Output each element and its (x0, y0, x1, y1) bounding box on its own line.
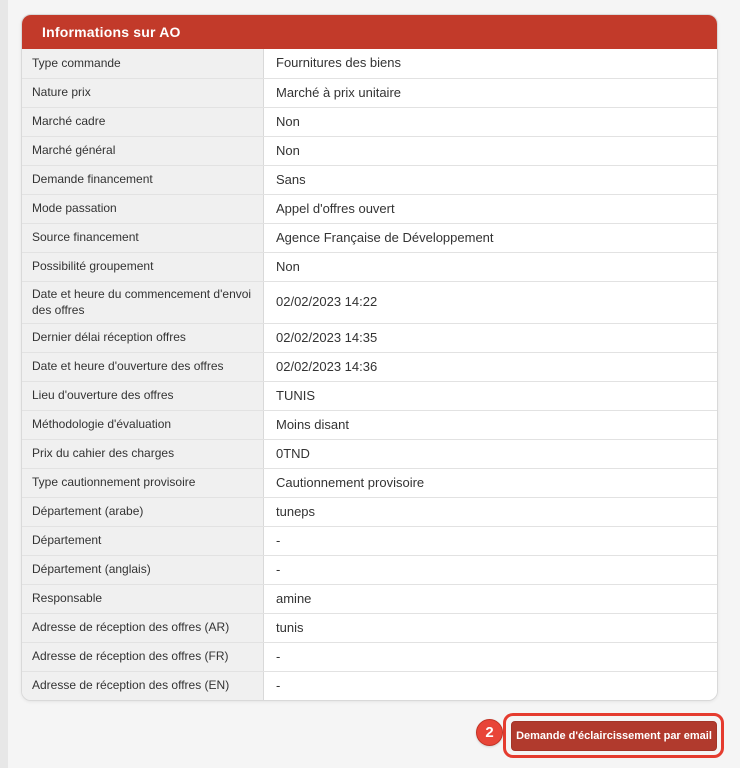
table-row (22, 352, 717, 381)
row-label: Type commande (22, 49, 264, 78)
row-value: Sans (264, 166, 717, 194)
row-label: Dernier délai réception offres (22, 324, 264, 352)
row-label: Type cautionnement provisoire (22, 469, 264, 497)
table-row (22, 642, 717, 671)
table-row (22, 223, 717, 252)
row-label: Adresse de réception des offres (FR) (22, 643, 264, 671)
table-row (22, 613, 717, 642)
row-value: Moins disant (264, 411, 717, 439)
row-label: Source financement (22, 224, 264, 252)
row-label: Responsable (22, 585, 264, 613)
ao-information-card (21, 14, 718, 701)
row-value: Marché à prix unitaire (264, 79, 717, 107)
row-label: Département (22, 527, 264, 555)
table-row (22, 468, 717, 497)
row-label: Marché cadre (22, 108, 264, 136)
row-value: Non (264, 253, 717, 281)
step-2-badge: 2 (476, 719, 503, 746)
row-value: - (264, 556, 717, 584)
table-row (22, 555, 717, 584)
row-label: Département (anglais) (22, 556, 264, 584)
page-edge-strip (0, 0, 8, 768)
table-row (22, 439, 717, 468)
table-row (22, 497, 717, 526)
row-label: Possibilité groupement (22, 253, 264, 281)
table-row (22, 281, 717, 323)
row-value: - (264, 643, 717, 671)
table-row (22, 136, 717, 165)
row-value: - (264, 672, 717, 700)
row-value: Non (264, 108, 717, 136)
row-label: Adresse de réception des offres (EN) (22, 672, 264, 700)
table-row (22, 381, 717, 410)
row-label: Nature prix (22, 79, 264, 107)
row-value: Non (264, 137, 717, 165)
row-value: TUNIS (264, 382, 717, 410)
table-row (22, 194, 717, 223)
table-row (22, 671, 717, 700)
table-row (22, 165, 717, 194)
table-row (22, 107, 717, 136)
row-label: Mode passation (22, 195, 264, 223)
email-clarification-button[interactable]: Demande d'éclaircissement par email (511, 721, 717, 751)
row-label: Adresse de réception des offres (AR) (22, 614, 264, 642)
row-label: Demande financement (22, 166, 264, 194)
table-row (22, 49, 717, 78)
table-row (22, 410, 717, 439)
row-value: 02/02/2023 14:22 (264, 282, 717, 323)
ao-info-table (22, 49, 717, 700)
row-label: Marché général (22, 137, 264, 165)
card-title: Informations sur AO (22, 15, 717, 49)
row-value: - (264, 527, 717, 555)
row-value: 02/02/2023 14:36 (264, 353, 717, 381)
row-value: 0TND (264, 440, 717, 468)
row-value: tuneps (264, 498, 717, 526)
row-value: tunis (264, 614, 717, 642)
table-row (22, 78, 717, 107)
table-row (22, 323, 717, 352)
table-row (22, 252, 717, 281)
row-value: Fournitures des biens (264, 49, 717, 78)
row-label: Date et heure du commencement d'envoi des offres (22, 282, 264, 323)
table-row (22, 526, 717, 555)
row-label: Prix du cahier des charges (22, 440, 264, 468)
table-row (22, 584, 717, 613)
row-value: amine (264, 585, 717, 613)
row-label: Date et heure d'ouverture des offres (22, 353, 264, 381)
row-label: Lieu d'ouverture des offres (22, 382, 264, 410)
row-label: Département (arabe) (22, 498, 264, 526)
row-value: Agence Française de Développement (264, 224, 717, 252)
row-value: Cautionnement provisoire (264, 469, 717, 497)
row-label: Méthodologie d'évaluation (22, 411, 264, 439)
row-value: 02/02/2023 14:35 (264, 324, 717, 352)
row-value: Appel d'offres ouvert (264, 195, 717, 223)
